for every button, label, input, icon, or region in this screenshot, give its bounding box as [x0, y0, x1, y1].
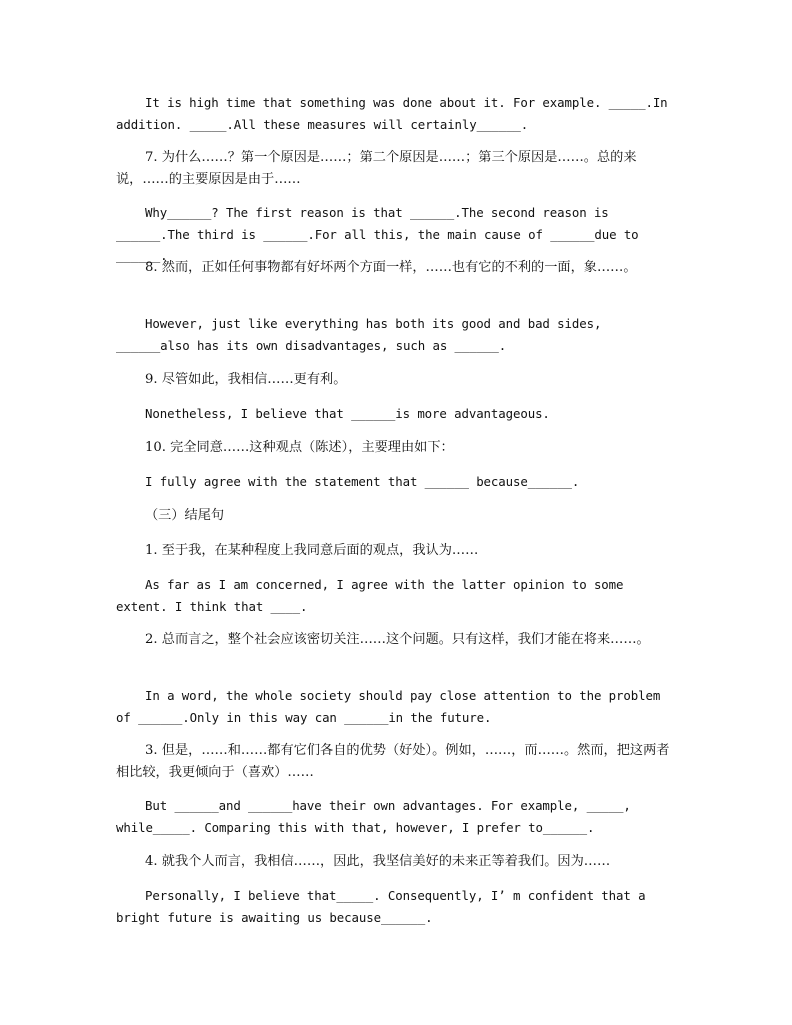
paragraph-english-c2: In a word, the whole society should pay close attention to the problem of ______.Only in this way can ______in the future.	[116, 688, 668, 725]
paragraph-chinese-10: 10. 完全同意……这种观点（陈述），主要理由如下：	[145, 440, 454, 455]
paragraph-chinese-c4: 4. 就我个人而言，我相信……，因此，我坚信美好的未来正等着我们。因为……	[145, 854, 611, 869]
paragraph-english-c3: But ______and ______have their own advantages. For example, _____, while_____. Comparing this with that, however, I prefer to______.	[116, 798, 639, 835]
paragraph-english-8: However, just like everything has both its good and bad sides, ______also has its own disadvantages, such as ______.	[116, 316, 609, 353]
paragraph-english-c4: Personally, I believe that_____. Consequently, I’ m confident that a bright future is awaiting us because______.	[116, 888, 653, 925]
paragraph-english-9: Nonetheless, I believe that ______is more advantageous.	[145, 406, 550, 421]
paragraph-english-c1: As far as I am concerned, I agree with the latter opinion to some extent. I think that ____.	[116, 577, 631, 614]
section-heading-closing: （三）结尾句	[145, 508, 225, 523]
paragraph-english-7: Why______? The first reason is that ______.The second reason is ______.The third is ______.For all this, the main cause of ______due to ______.	[116, 205, 646, 263]
paragraph-chinese-c3: 3. 但是，……和……都有它们各自的优势（好处）。例如，……，而……。然而，把这两者相比较，我更倾向于（喜欢）……	[116, 743, 670, 780]
paragraph-chinese-8: 8. 然而，正如任何事物都有好坏两个方面一样，……也有它的不利的一面，象……。	[145, 260, 637, 275]
paragraph-chinese-c2: 2. 总而言之，整个社会应该密切关注……这个问题。只有这样，我们才能在将来……。	[145, 632, 650, 647]
paragraph-chinese-7: 7. 为什么……？第一个原因是……；第二个原因是……；第三个原因是……。总的来说，……的主要原因是由于……	[116, 150, 637, 187]
paragraph-english-1: It is high time that something was done about it. For example. _____.In addition. _____.All these measures will certainly______.	[116, 95, 675, 132]
paragraph-chinese-9: 9. 尽管如此，我相信……更有利。	[145, 372, 347, 387]
paragraph-chinese-c1: 1. 至于我，在某种程度上我同意后面的观点，我认为……	[145, 543, 479, 558]
paragraph-english-10: I fully agree with the statement that ______ because______.	[145, 474, 580, 489]
